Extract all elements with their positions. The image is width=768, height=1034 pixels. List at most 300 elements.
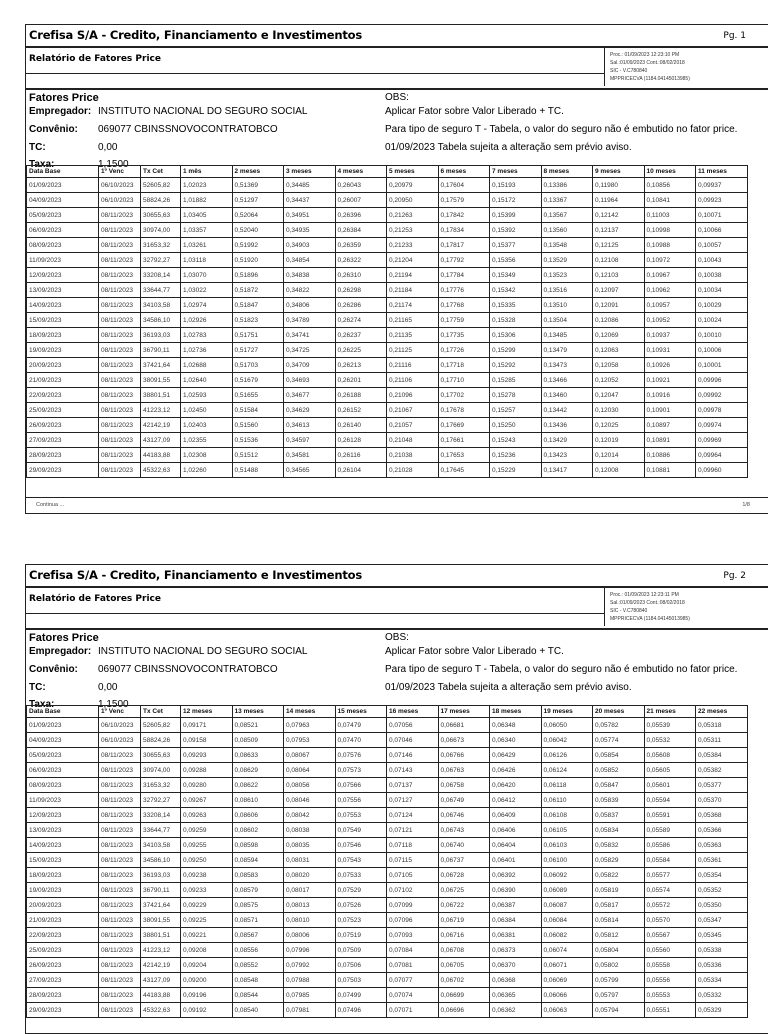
factors-table xyxy=(26,705,748,1018)
factor-cell: 0,26237 xyxy=(335,328,387,343)
obs-line: 01/09/2023 Tabela sujeita a alteração sem prévio aviso. xyxy=(385,682,632,693)
first-due-cell: 08/11/2023 xyxy=(99,928,141,943)
factor-cell: 1,03022 xyxy=(181,283,233,298)
table-row xyxy=(27,403,748,418)
factor-cell: 0,10841 xyxy=(644,193,696,208)
factor-cell: 0,07985 xyxy=(284,988,336,1003)
factor-cell: 0,09250 xyxy=(181,853,233,868)
factor-cell: 0,07081 xyxy=(387,958,439,973)
factor-cell: 0,05854 xyxy=(593,748,645,763)
factor-cell: 0,10891 xyxy=(644,433,696,448)
factor-cell: 0,13367 xyxy=(541,193,593,208)
factor-cell: 0,12069 xyxy=(593,328,645,343)
factor-cell: 0,34597 xyxy=(284,433,336,448)
date-base-cell: 25/09/2023 xyxy=(27,943,99,958)
factor-cell: 0,06737 xyxy=(438,853,490,868)
factor-cell: 0,07470 xyxy=(335,733,387,748)
factor-cell: 0,05799 xyxy=(593,973,645,988)
factor-cell: 0,10921 xyxy=(644,373,696,388)
factor-cell: 0,17842 xyxy=(438,208,490,223)
factor-cell: 0,07115 xyxy=(387,853,439,868)
factor-cell: 0,17579 xyxy=(438,193,490,208)
factor-cell: 0,05361 xyxy=(696,853,748,868)
factor-cell: 0,21116 xyxy=(387,358,439,373)
factor-cell: 0,05558 xyxy=(644,958,696,973)
factor-cell: 0,13516 xyxy=(541,283,593,298)
first-due-cell: 08/11/2023 xyxy=(99,223,141,238)
factor-cell: 1,01882 xyxy=(181,193,233,208)
table-row xyxy=(27,898,748,913)
factor-cell: 0,08038 xyxy=(284,823,336,838)
factor-cell: 0,51297 xyxy=(232,193,284,208)
date-base-cell: 19/09/2023 xyxy=(27,883,99,898)
factor-cell: 0,05819 xyxy=(593,883,645,898)
factor-cell: 0,07137 xyxy=(387,778,439,793)
factor-cell: 0,09969 xyxy=(696,433,748,448)
factor-cell: 0,17834 xyxy=(438,223,490,238)
factor-cell: 0,08579 xyxy=(232,883,284,898)
factor-cell: 0,06082 xyxy=(541,928,593,943)
factor-cell: 0,06766 xyxy=(438,748,490,763)
factor-cell: 0,26140 xyxy=(335,418,387,433)
factor-cell: 0,09158 xyxy=(181,733,233,748)
factor-cell: 0,17710 xyxy=(438,373,490,388)
column-header: Tx Cet xyxy=(141,166,181,178)
first-due-cell: 08/11/2023 xyxy=(99,298,141,313)
factor-cell: 0,08556 xyxy=(232,943,284,958)
factor-cell: 0,06387 xyxy=(490,898,542,913)
tc-value: 0,00 xyxy=(98,682,118,693)
factor-cell: 0,05822 xyxy=(593,868,645,883)
factor-cell: 0,34903 xyxy=(284,238,336,253)
empregador-label: Empregador: xyxy=(29,106,92,117)
first-due-cell: 08/11/2023 xyxy=(99,343,141,358)
factor-cell: 0,51488 xyxy=(232,463,284,478)
factor-cell: 0,06763 xyxy=(438,763,490,778)
factor-cell: 0,09192 xyxy=(181,1003,233,1018)
factor-cell: 0,10856 xyxy=(644,178,696,193)
factor-cell: 0,06406 xyxy=(490,823,542,838)
factor-cell: 0,51727 xyxy=(232,343,284,358)
continue-label: Continua ... xyxy=(36,502,65,508)
date-base-cell: 14/09/2023 xyxy=(27,298,99,313)
factor-cell: 0,51536 xyxy=(232,433,284,448)
factor-cell: 0,10024 xyxy=(696,313,748,328)
tx-cet-cell: 30974,00 xyxy=(141,223,181,238)
first-due-cell: 08/11/2023 xyxy=(99,853,141,868)
factor-cell: 0,09196 xyxy=(181,988,233,1003)
date-base-cell: 26/09/2023 xyxy=(27,418,99,433)
column-header: Data Base xyxy=(27,166,99,178)
factor-cell: 0,05368 xyxy=(696,808,748,823)
factor-cell: 0,07102 xyxy=(387,883,439,898)
factor-cell: 0,17726 xyxy=(438,343,490,358)
factor-cell: 0,34613 xyxy=(284,418,336,433)
factor-cell: 0,05311 xyxy=(696,733,748,748)
date-base-cell: 26/09/2023 xyxy=(27,958,99,973)
tx-cet-cell: 31653,32 xyxy=(141,238,181,253)
tx-cet-cell: 38091,55 xyxy=(141,913,181,928)
obs-line: Aplicar Fator sobre Valor Liberado + TC. xyxy=(385,106,564,117)
column-header: 1º Venc xyxy=(99,166,141,178)
proc-line: SIC - V.C780840 xyxy=(610,68,648,74)
factor-cell: 1,03118 xyxy=(181,253,233,268)
factor-cell: 0,15356 xyxy=(490,253,542,268)
factor-cell: 0,13479 xyxy=(541,343,593,358)
factor-cell: 0,17678 xyxy=(438,403,490,418)
factor-cell: 0,21028 xyxy=(387,463,439,478)
factor-cell: 0,10881 xyxy=(644,463,696,478)
factor-cell: 0,12125 xyxy=(593,238,645,253)
factor-cell: 0,09225 xyxy=(181,913,233,928)
factor-cell: 0,05345 xyxy=(696,928,748,943)
factor-cell: 0,08606 xyxy=(232,808,284,823)
factor-cell: 0,05377 xyxy=(696,778,748,793)
factor-cell: 0,08548 xyxy=(232,973,284,988)
factor-cell: 0,06705 xyxy=(438,958,490,973)
factor-cell: 0,09996 xyxy=(696,373,748,388)
factor-cell: 1,03070 xyxy=(181,268,233,283)
tx-cet-cell: 37421,64 xyxy=(141,358,181,373)
date-base-cell: 29/09/2023 xyxy=(27,1003,99,1018)
factor-cell: 0,51823 xyxy=(232,313,284,328)
factor-cell: 0,06758 xyxy=(438,778,490,793)
factor-cell: 0,06708 xyxy=(438,943,490,958)
convenio-value: 069077 CBINSSNOVOCONTRATOBCO xyxy=(98,124,278,135)
factor-cell: 1,02783 xyxy=(181,328,233,343)
tx-cet-cell: 30655,63 xyxy=(141,208,181,223)
factor-cell: 0,10957 xyxy=(644,298,696,313)
factor-cell: 0,08020 xyxy=(284,868,336,883)
report-subtitle: Relatório de Fatores Price xyxy=(29,594,161,604)
factor-cell: 0,05334 xyxy=(696,973,748,988)
factor-cell: 0,06381 xyxy=(490,928,542,943)
factor-cell: 0,21038 xyxy=(387,448,439,463)
date-base-cell: 15/09/2023 xyxy=(27,853,99,868)
proc-line: SIC - V.C780840 xyxy=(610,608,648,614)
factor-cell: 0,05797 xyxy=(593,988,645,1003)
factor-cell: 0,05839 xyxy=(593,793,645,808)
date-base-cell: 04/09/2023 xyxy=(27,193,99,208)
factor-cell: 1,02593 xyxy=(181,388,233,403)
factor-cell: 0,51920 xyxy=(232,253,284,268)
date-base-cell: 12/09/2023 xyxy=(27,268,99,283)
factor-cell: 0,08017 xyxy=(284,883,336,898)
factor-cell: 1,03261 xyxy=(181,238,233,253)
factor-cell: 0,17702 xyxy=(438,388,490,403)
factor-cell: 0,10029 xyxy=(696,298,748,313)
report-header xyxy=(26,565,768,588)
tx-cet-cell: 30974,00 xyxy=(141,763,181,778)
factor-cell: 0,07074 xyxy=(387,988,439,1003)
tx-cet-cell: 37421,64 xyxy=(141,898,181,913)
factor-cell: 0,52064 xyxy=(232,208,284,223)
factor-cell: 0,08046 xyxy=(284,793,336,808)
tc-label: TC: xyxy=(29,682,46,693)
company-name: Crefisa S/A - Credito, Financiamento e Investimentos xyxy=(29,28,362,42)
table-row xyxy=(27,313,748,328)
factor-cell: 0,05363 xyxy=(696,838,748,853)
factor-cell: 0,05834 xyxy=(593,823,645,838)
factor-cell: 0,05560 xyxy=(644,943,696,958)
factor-cell: 0,05574 xyxy=(644,883,696,898)
convenio-label: Convênio: xyxy=(29,124,78,135)
date-base-cell: 22/09/2023 xyxy=(27,388,99,403)
factor-cell: 0,34951 xyxy=(284,208,336,223)
factor-cell: 0,11964 xyxy=(593,193,645,208)
first-due-cell: 08/11/2023 xyxy=(99,403,141,418)
factor-cell: 0,10057 xyxy=(696,238,748,253)
factor-cell: 0,05605 xyxy=(644,763,696,778)
factor-cell: 0,05551 xyxy=(644,1003,696,1018)
table-row xyxy=(27,928,748,943)
factor-cell: 0,10972 xyxy=(644,253,696,268)
factor-cell: 0,09200 xyxy=(181,973,233,988)
tx-cet-cell: 31653,32 xyxy=(141,778,181,793)
first-due-cell: 08/11/2023 xyxy=(99,238,141,253)
factor-cell: 0,09229 xyxy=(181,898,233,913)
factor-cell: 0,06362 xyxy=(490,1003,542,1018)
factor-cell: 0,12008 xyxy=(593,463,645,478)
column-header: 8 meses xyxy=(541,166,593,178)
factor-cell: 0,06118 xyxy=(541,778,593,793)
column-header: 10 meses xyxy=(644,166,696,178)
factor-cell: 0,05774 xyxy=(593,733,645,748)
factor-cell: 0,06746 xyxy=(438,808,490,823)
factor-cell: 0,26128 xyxy=(335,433,387,448)
factor-cell: 0,07529 xyxy=(335,883,387,898)
factor-cell: 0,12097 xyxy=(593,283,645,298)
factor-cell: 0,13436 xyxy=(541,418,593,433)
factor-cell: 0,09204 xyxy=(181,958,233,973)
factor-cell: 0,05382 xyxy=(696,763,748,778)
factor-cell: 0,34806 xyxy=(284,298,336,313)
factor-cell: 0,12058 xyxy=(593,358,645,373)
column-header: 1 mês xyxy=(181,166,233,178)
factor-cell: 0,08509 xyxy=(232,733,284,748)
tx-cet-cell: 44183,88 xyxy=(141,988,181,1003)
factor-cell: 0,09978 xyxy=(696,403,748,418)
factor-cell: 0,08594 xyxy=(232,853,284,868)
table-row xyxy=(27,778,748,793)
processing-info xyxy=(604,46,752,86)
date-base-cell: 12/09/2023 xyxy=(27,808,99,823)
factor-cell: 0,51847 xyxy=(232,298,284,313)
factor-cell: 0,13423 xyxy=(541,448,593,463)
factor-cell: 0,07981 xyxy=(284,1003,336,1018)
factor-cell: 1,02308 xyxy=(181,448,233,463)
first-due-cell: 08/11/2023 xyxy=(99,418,141,433)
date-base-cell: 13/09/2023 xyxy=(27,283,99,298)
first-due-cell: 08/11/2023 xyxy=(99,838,141,853)
first-due-cell: 06/10/2023 xyxy=(99,718,141,733)
factor-cell: 0,05370 xyxy=(696,793,748,808)
factor-cell: 0,05829 xyxy=(593,853,645,868)
factor-cell: 0,06673 xyxy=(438,733,490,748)
factor-cell: 0,07093 xyxy=(387,928,439,943)
date-base-cell: 08/09/2023 xyxy=(27,238,99,253)
factor-cell: 0,10998 xyxy=(644,223,696,238)
factor-cell: 0,07121 xyxy=(387,823,439,838)
factor-cell: 0,06412 xyxy=(490,793,542,808)
factor-cell: 0,06696 xyxy=(438,1003,490,1018)
factor-cell: 0,09263 xyxy=(181,808,233,823)
factor-cell: 0,17604 xyxy=(438,178,490,193)
factor-cell: 0,34854 xyxy=(284,253,336,268)
processing-info xyxy=(604,586,752,626)
factor-cell: 1,02736 xyxy=(181,343,233,358)
factor-cell: 0,05591 xyxy=(644,808,696,823)
table-row xyxy=(27,223,748,238)
column-header: 16 meses xyxy=(387,706,439,718)
factor-cell: 0,08067 xyxy=(284,748,336,763)
first-due-cell: 08/11/2023 xyxy=(99,313,141,328)
column-header: 15 meses xyxy=(335,706,387,718)
factor-cell: 0,15229 xyxy=(490,463,542,478)
date-base-cell: 15/09/2023 xyxy=(27,313,99,328)
factor-cell: 0,09992 xyxy=(696,388,748,403)
factor-cell: 0,08575 xyxy=(232,898,284,913)
table-row xyxy=(27,868,748,883)
factor-cell: 0,08540 xyxy=(232,1003,284,1018)
table-row xyxy=(27,808,748,823)
factor-cell: 0,12137 xyxy=(593,223,645,238)
table-row xyxy=(27,253,748,268)
factor-cell: 0,10926 xyxy=(644,358,696,373)
factor-cell: 0,13504 xyxy=(541,313,593,328)
factor-cell: 0,05594 xyxy=(644,793,696,808)
section-title: Fatores Price xyxy=(29,632,99,644)
factor-cell: 0,21048 xyxy=(387,433,439,448)
first-due-cell: 08/11/2023 xyxy=(99,373,141,388)
factor-cell: 0,09964 xyxy=(696,448,748,463)
factor-cell: 0,06050 xyxy=(541,718,593,733)
factor-cell: 0,05837 xyxy=(593,808,645,823)
tx-cet-cell: 36193,03 xyxy=(141,328,181,343)
factor-cell: 0,07526 xyxy=(335,898,387,913)
table-header-row xyxy=(27,166,748,178)
factor-cell: 0,07953 xyxy=(284,733,336,748)
factor-cell: 0,06401 xyxy=(490,853,542,868)
column-header: 20 meses xyxy=(593,706,645,718)
first-due-cell: 08/11/2023 xyxy=(99,823,141,838)
factor-cell: 0,05556 xyxy=(644,973,696,988)
table-row xyxy=(27,463,748,478)
factor-cell: 0,12025 xyxy=(593,418,645,433)
date-base-cell: 05/09/2023 xyxy=(27,748,99,763)
table-row xyxy=(27,178,748,193)
factor-cell: 0,51512 xyxy=(232,448,284,463)
factor-cell: 0,10931 xyxy=(644,343,696,358)
factor-cell: 0,07077 xyxy=(387,973,439,988)
factor-cell: 0,06110 xyxy=(541,793,593,808)
factor-cell: 0,07992 xyxy=(284,958,336,973)
factor-cell: 0,05812 xyxy=(593,928,645,943)
factor-cell: 0,15257 xyxy=(490,403,542,418)
column-header: 6 meses xyxy=(438,166,490,178)
date-base-cell: 04/09/2023 xyxy=(27,733,99,748)
factor-cell: 0,26116 xyxy=(335,448,387,463)
factor-cell: 0,07523 xyxy=(335,913,387,928)
first-due-cell: 06/10/2023 xyxy=(99,193,141,208)
proc-line: MPPRICECVA (1184.04145013985) xyxy=(610,76,690,82)
factor-cell: 0,05532 xyxy=(644,733,696,748)
factor-cell: 0,21057 xyxy=(387,418,439,433)
factor-cell: 0,51369 xyxy=(232,178,284,193)
first-due-cell: 08/11/2023 xyxy=(99,898,141,913)
factor-cell: 0,05577 xyxy=(644,868,696,883)
date-base-cell: 20/09/2023 xyxy=(27,358,99,373)
factor-cell: 0,26322 xyxy=(335,253,387,268)
factor-cell: 0,05584 xyxy=(644,853,696,868)
factor-cell: 0,07566 xyxy=(335,778,387,793)
date-base-cell: 27/09/2023 xyxy=(27,433,99,448)
factor-cell: 0,51872 xyxy=(232,283,284,298)
factor-cell: 0,07506 xyxy=(335,958,387,973)
factor-cell: 0,07105 xyxy=(387,868,439,883)
column-header: 17 meses xyxy=(438,706,490,718)
factor-cell: 0,21184 xyxy=(387,283,439,298)
taxa-label: Taxa: xyxy=(29,699,55,710)
factor-cell: 0,34677 xyxy=(284,388,336,403)
factor-cell: 0,06340 xyxy=(490,733,542,748)
table-row xyxy=(27,748,748,763)
table-row xyxy=(27,853,748,868)
factor-cell: 0,07096 xyxy=(387,913,439,928)
first-due-cell: 08/11/2023 xyxy=(99,448,141,463)
first-due-cell: 08/11/2023 xyxy=(99,808,141,823)
column-header: 19 meses xyxy=(541,706,593,718)
tx-cet-cell: 52605,82 xyxy=(141,718,181,733)
first-due-cell: 08/11/2023 xyxy=(99,763,141,778)
table-row xyxy=(27,1003,748,1018)
tx-cet-cell: 38091,55 xyxy=(141,373,181,388)
divider xyxy=(26,73,604,74)
factor-cell: 0,05832 xyxy=(593,838,645,853)
column-header: 9 meses xyxy=(593,166,645,178)
factor-cell: 0,12030 xyxy=(593,403,645,418)
tx-cet-cell: 34586,10 xyxy=(141,313,181,328)
column-header: 18 meses xyxy=(490,706,542,718)
factor-cell: 0,17653 xyxy=(438,448,490,463)
factor-cell: 0,06087 xyxy=(541,898,593,913)
first-due-cell: 08/11/2023 xyxy=(99,1003,141,1018)
factor-cell: 0,34741 xyxy=(284,328,336,343)
factor-cell: 1,02260 xyxy=(181,463,233,478)
obs-label: OBS: xyxy=(385,92,409,103)
factor-cell: 0,06365 xyxy=(490,988,542,1003)
convenio-label: Convênio: xyxy=(29,664,78,675)
factor-cell: 0,12014 xyxy=(593,448,645,463)
column-header: 22 meses xyxy=(696,706,748,718)
factor-cell: 0,07099 xyxy=(387,898,439,913)
factor-cell: 0,21174 xyxy=(387,298,439,313)
factor-cell: 0,21096 xyxy=(387,388,439,403)
column-header: 4 meses xyxy=(335,166,387,178)
factor-cell: 0,15335 xyxy=(490,298,542,313)
factor-cell: 0,07546 xyxy=(335,838,387,853)
factor-cell: 0,08035 xyxy=(284,838,336,853)
factor-cell: 0,07046 xyxy=(387,733,439,748)
factor-cell: 0,05802 xyxy=(593,958,645,973)
tx-cet-cell: 30655,63 xyxy=(141,748,181,763)
first-due-cell: 08/11/2023 xyxy=(99,958,141,973)
factor-cell: 0,21106 xyxy=(387,373,439,388)
factor-cell: 0,08042 xyxy=(284,808,336,823)
table-row xyxy=(27,883,748,898)
factor-cell: 0,06404 xyxy=(490,838,542,853)
factor-cell: 0,06722 xyxy=(438,898,490,913)
